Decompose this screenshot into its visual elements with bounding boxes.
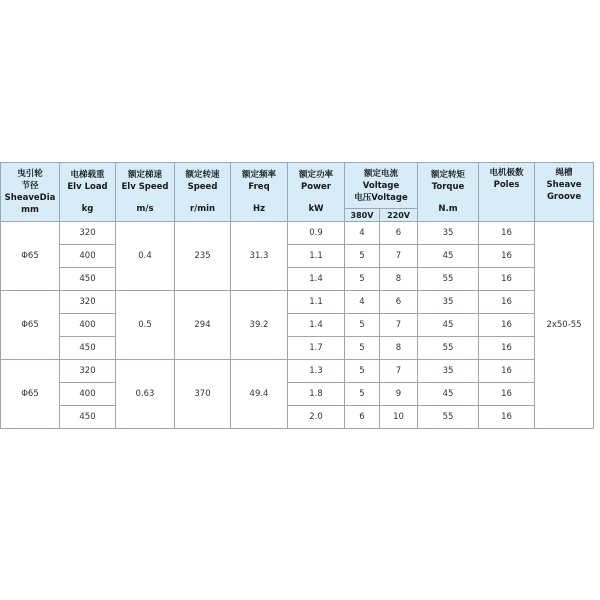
current-380v-cell: 6 [345,406,380,429]
sheave-groove-cell: 2x50-55 [535,222,594,429]
elv-speed-cell: 0.4 [116,222,175,291]
current-220v-cell: 10 [380,406,418,429]
current-220v-cell: 7 [380,360,418,383]
header-current-voltage: 额定电流 Voltage 电压Voltage [345,163,418,209]
header-sheave-groove: 绳槽 Sheave Groove [535,163,594,222]
power-cell: 1.3 [288,360,345,383]
header-elv-load: 电梯载重 Elv Load kg [60,163,116,222]
motor-spec-table [0,162,594,429]
freq-cell: 39.2 [231,291,288,360]
current-380v-cell: 5 [345,268,380,291]
current-220v-cell: 8 [380,268,418,291]
rotation-speed-cell: 294 [175,291,231,360]
table-row [1,268,594,291]
table-row [1,337,594,360]
table-row [1,360,594,383]
poles-cell: 16 [479,314,535,337]
poles-cell: 16 [479,222,535,245]
freq-cell: 49.4 [231,360,288,429]
table-body [1,222,594,429]
current-380v-cell: 5 [345,383,380,406]
header-380v: 380V [345,209,380,222]
header-poles: 电机极数 Poles [479,163,535,222]
current-380v-cell: 5 [345,337,380,360]
table-row [1,314,594,337]
elv-speed-cell: 0.5 [116,291,175,360]
current-220v-cell: 9 [380,383,418,406]
sheave-dia-cell: Φ65 [1,222,60,291]
poles-cell: 16 [479,406,535,429]
sheave-dia-cell: Φ65 [1,360,60,429]
load-cell: 320 [60,360,116,383]
poles-cell: 16 [479,360,535,383]
table-header [1,163,594,222]
current-380v-cell: 4 [345,222,380,245]
torque-cell: 55 [418,337,479,360]
current-220v-cell: 6 [380,291,418,314]
torque-cell: 35 [418,360,479,383]
poles-cell: 16 [479,337,535,360]
power-cell: 1.4 [288,268,345,291]
power-cell: 2.0 [288,406,345,429]
header-power: 额定功率 Power kW [288,163,345,222]
torque-cell: 35 [418,222,479,245]
load-cell: 400 [60,383,116,406]
current-380v-cell: 5 [345,314,380,337]
table-row [1,222,594,245]
elv-speed-cell: 0.63 [116,360,175,429]
header-elv-speed: 额定梯速 Elv Speed m/s [116,163,175,222]
load-cell: 320 [60,222,116,245]
load-cell: 400 [60,314,116,337]
current-220v-cell: 6 [380,222,418,245]
poles-cell: 16 [479,291,535,314]
current-380v-cell: 5 [345,245,380,268]
load-cell: 450 [60,406,116,429]
torque-cell: 45 [418,245,479,268]
current-220v-cell: 8 [380,337,418,360]
freq-cell: 31.3 [231,222,288,291]
poles-cell: 16 [479,268,535,291]
header-freq: 额定频率 Freq Hz [231,163,288,222]
poles-cell: 16 [479,383,535,406]
torque-cell: 55 [418,406,479,429]
current-220v-cell: 7 [380,314,418,337]
header-rotation-speed: 额定转速 Speed r/min [175,163,231,222]
torque-cell: 45 [418,383,479,406]
header-sheave-dia: 曳引轮 节径 SheaveDia mm [1,163,60,222]
table-row [1,383,594,406]
current-380v-cell: 4 [345,291,380,314]
table-row [1,245,594,268]
header-220v: 220V [380,209,418,222]
load-cell: 450 [60,337,116,360]
torque-cell: 35 [418,291,479,314]
power-cell: 1.8 [288,383,345,406]
load-cell: 400 [60,245,116,268]
current-380v-cell: 5 [345,360,380,383]
table-row [1,291,594,314]
rotation-speed-cell: 235 [175,222,231,291]
load-cell: 450 [60,268,116,291]
rotation-speed-cell: 370 [175,360,231,429]
torque-cell: 55 [418,268,479,291]
current-220v-cell: 7 [380,245,418,268]
sheave-dia-cell: Φ65 [1,291,60,360]
poles-cell: 16 [479,245,535,268]
power-cell: 1.1 [288,245,345,268]
table-row [1,406,594,429]
torque-cell: 45 [418,314,479,337]
header-torque: 额定转矩 Torque N.m [418,163,479,222]
power-cell: 1.7 [288,337,345,360]
load-cell: 320 [60,291,116,314]
power-cell: 0.9 [288,222,345,245]
power-cell: 1.4 [288,314,345,337]
power-cell: 1.1 [288,291,345,314]
